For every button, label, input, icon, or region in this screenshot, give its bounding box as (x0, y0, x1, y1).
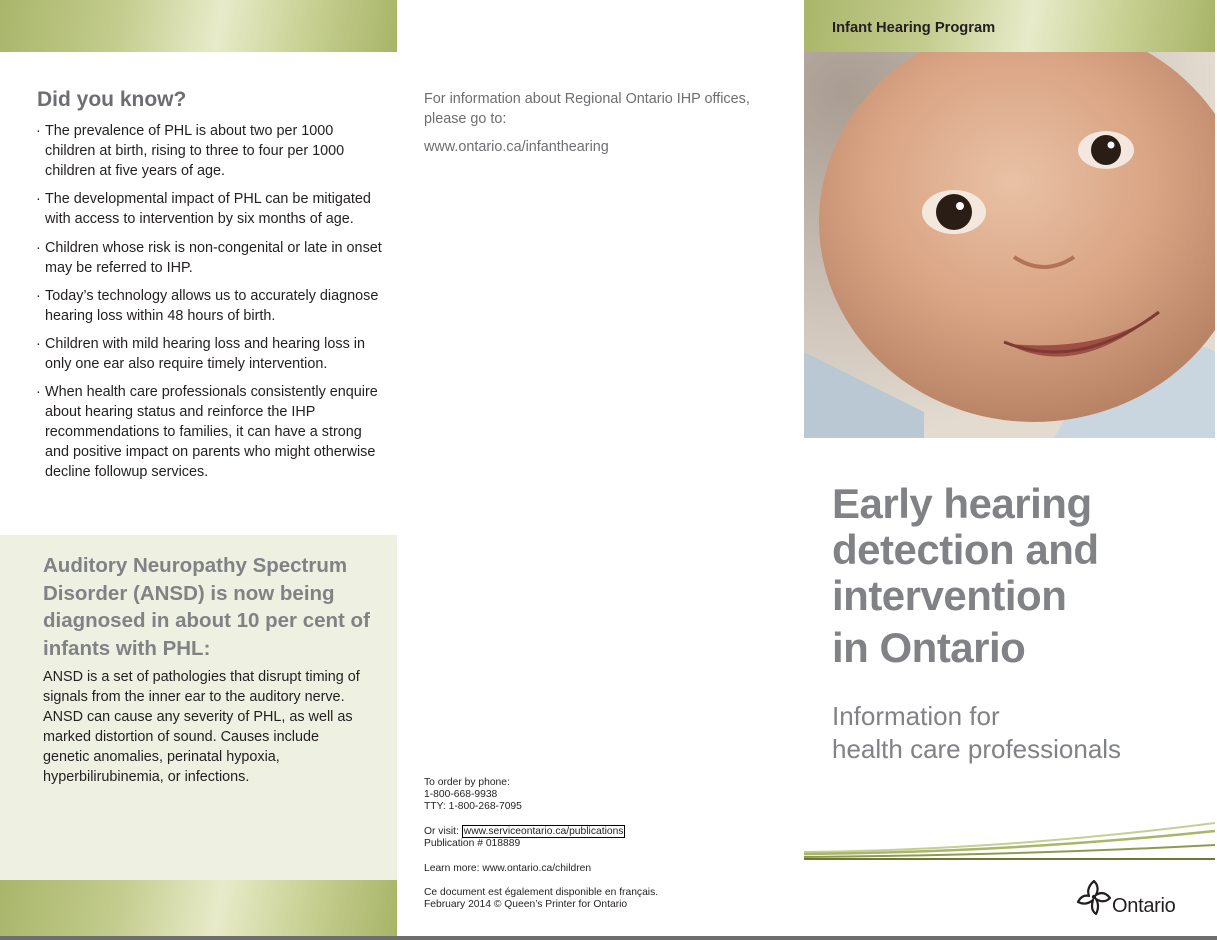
list-item (36, 382, 386, 482)
did-you-know-heading: Did you know? (37, 88, 187, 111)
ontario-wordmark: Ontario (1112, 895, 1176, 917)
visit-line (424, 826, 625, 838)
infanthearing-link[interactable]: www.ontario.ca/infanthearing (424, 139, 609, 155)
bullet: · (36, 384, 41, 401)
bullet: · (36, 123, 41, 139)
fact-text: When health care professionals consistently enquire about hearing status and reinforce the IHP recommendations to families, it can have a strong and positive impact on parents who might otherwise decline followup services. (45, 384, 378, 481)
order-phone-number: 1-800-668-9938 (424, 789, 498, 800)
panel-left (0, 0, 397, 936)
list-item (36, 334, 386, 374)
top-green-band (0, 0, 397, 52)
ansd-heading: Auditory Neuropathy Spectrum Disorder (ANSD) is now being diagnosed in about 10 per cent of infants with PHL: (43, 554, 370, 660)
order-phone-label: To order by phone: (424, 777, 510, 788)
list-item (36, 189, 386, 229)
baby-photo (804, 52, 1215, 438)
bullet: · (36, 239, 41, 256)
french-note: Ce document est également disponible en français. (424, 887, 659, 898)
fact-text: Today’s technology allows us to accurately diagnose hearing loss within 48 hours of birth. (45, 287, 379, 324)
learn-more-link[interactable]: Learn more: www.ontario.ca/children (424, 863, 592, 874)
visit-label: Or visit: (424, 826, 459, 837)
serviceontario-link[interactable]: www.serviceontario.ca/publications (463, 826, 624, 837)
bottom-green-band (0, 880, 397, 936)
ansd-body: ANSD is a set of pathologies that disrupt timing of signals from the inner ear to the auditory nerve. ANSD can cause any severity of PHL, as well as marked distortion of sound. Causes include genetic anomalies, perinatal hypoxia, hyperbilirubinemia, or infections. (43, 669, 360, 785)
panel-middle (397, 0, 804, 936)
list-item (36, 121, 386, 181)
program-label: Infant Hearing Program (832, 20, 996, 36)
list-item (36, 286, 386, 326)
subtitle-line-2: health care professionals (832, 734, 1122, 764)
bullet: · (36, 287, 41, 304)
tty-number: TTY: 1-800-268-7095 (424, 801, 522, 812)
regional-info-text: For information about Regional Ontario IHP offices, please go to: (424, 91, 750, 127)
title-line-2: detection and (832, 526, 1099, 573)
bullet: · (36, 191, 41, 208)
fact-text: The prevalence of PHL is about two per 1000 children at birth, rising to three to four per 1000 children at five years of age. (45, 123, 345, 179)
title-line-3: intervention (832, 572, 1067, 619)
fact-text: The developmental impact of PHL can be mitigated with access to intervention by six months of age. (45, 191, 371, 228)
list-item (36, 238, 386, 278)
publication-number: Publication # 018889 (424, 838, 521, 849)
title-line-4: in Ontario (832, 624, 1026, 671)
fact-text: Children with mild hearing loss and hearing loss in only one ear also require timely intervention. (45, 336, 365, 373)
panel-right-cover (804, 0, 1215, 936)
page-bottom-edge (0, 936, 1217, 940)
ontario-logo (1076, 876, 1188, 920)
bullet: · (36, 336, 41, 353)
decorative-swoosh (804, 815, 1215, 865)
cover-title (832, 481, 1202, 671)
facts-list (36, 121, 386, 491)
baby-face-illustration (804, 52, 1215, 438)
cover-subtitle (832, 700, 1202, 766)
trillium-logo-icon (1076, 878, 1112, 916)
title-line-1: Early hearing (832, 480, 1092, 527)
subtitle-line-1: Information for (832, 701, 1000, 731)
copyright: February 2014 © Queen’s Printer for Ontario (424, 899, 628, 910)
fact-text: Children whose risk is non-congenital or late in onset may be referred to IHP. (45, 239, 382, 276)
